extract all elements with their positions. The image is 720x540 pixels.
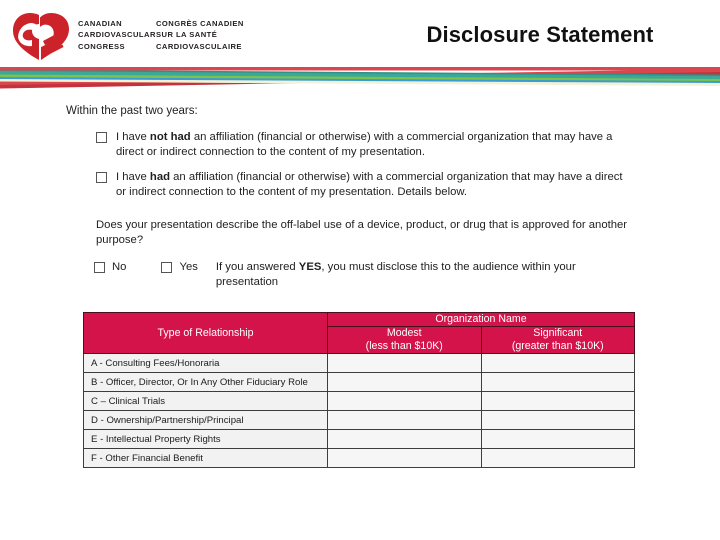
- row-label-e: E - Intellectual Property Rights: [84, 430, 328, 449]
- row-label-c: C – Clinical Trials: [84, 392, 328, 411]
- table-row: [84, 411, 635, 430]
- disclosure-table-body: [84, 354, 635, 468]
- answer-option-yes[interactable]: [161, 260, 197, 274]
- option-not-had-post: an affiliation (financial or otherwise) with a commercial organization that may have a direct or indirect connection to the content of my presentation.: [116, 131, 613, 158]
- option-row-not-had[interactable]: [96, 130, 626, 159]
- brand-wave-divider: [0, 66, 720, 90]
- table-row: [84, 354, 635, 373]
- ccs-logo-english: [78, 18, 156, 53]
- offlabel-no-checkbox[interactable]: [94, 262, 105, 273]
- row-a-significant-cell[interactable]: [481, 354, 635, 373]
- row-label-a: A - Consulting Fees/Honoraria: [84, 354, 328, 373]
- table-header-row-1: [84, 313, 635, 327]
- header-modest-line1: Modest: [386, 327, 422, 339]
- option-had-pre: I have: [116, 171, 150, 183]
- answer-note-pre: If you answered: [215, 261, 299, 273]
- row-e-modest-cell[interactable]: [328, 430, 482, 449]
- ccs-heart-logo-icon: [12, 10, 70, 60]
- no-affiliation-checkbox[interactable]: [96, 132, 107, 143]
- table-row: [84, 392, 635, 411]
- table-row: [84, 449, 635, 468]
- row-a-modest-cell[interactable]: [328, 354, 482, 373]
- header-significant-line2: (greater than $10K): [511, 340, 604, 352]
- row-label-f: F - Other Financial Benefit: [84, 449, 328, 468]
- row-b-significant-cell[interactable]: [481, 373, 635, 392]
- ccs-logo-fr-line-2: SUR LA SANTÉ: [156, 30, 218, 40]
- page-header: [0, 0, 720, 66]
- ccs-logo-french: [156, 18, 256, 53]
- ccs-logo-wordmark: [78, 18, 256, 53]
- ccs-logo: [12, 10, 256, 60]
- option-not-had-strong: not had: [149, 131, 191, 143]
- table-row: [84, 430, 635, 449]
- option-row-had[interactable]: [96, 170, 626, 199]
- disclosure-table-head: [84, 313, 635, 354]
- table-row: [84, 373, 635, 392]
- option-had-text: [116, 170, 626, 199]
- row-d-modest-cell[interactable]: [328, 411, 482, 430]
- answer-option-no[interactable]: [94, 260, 126, 274]
- header-modest-line2: (less than $10K): [365, 340, 443, 352]
- offlabel-question: Does your presentation describe the off-label use of a device, product, or drug that is approved for another purpose?: [96, 219, 628, 246]
- disclosure-table: [83, 312, 635, 468]
- ccs-logo-fr-line-3: CARDIOVASCULAIRE: [156, 41, 242, 51]
- row-c-modest-cell[interactable]: [328, 392, 482, 411]
- ccs-logo-en-line-2: CARDIOVASCULAR: [78, 30, 156, 40]
- row-f-significant-cell[interactable]: [481, 449, 635, 468]
- row-c-significant-cell[interactable]: [481, 392, 635, 411]
- header-organization-name: Organization Name: [328, 313, 635, 327]
- option-not-had-text: [116, 130, 626, 159]
- header-type-of-relationship: Type of Relationship: [84, 313, 328, 354]
- row-label-b: B - Officer, Director, Or In Any Other Fiduciary Role: [84, 373, 328, 392]
- offlabel-answer-row: [94, 260, 608, 290]
- answer-yes-label: Yes: [179, 261, 198, 273]
- option-had-strong: had: [149, 171, 171, 183]
- header-significant-line1: Significant: [533, 327, 583, 339]
- row-label-d: D - Ownership/Partnership/Principal: [84, 411, 328, 430]
- header-modest: [328, 327, 482, 354]
- lead-text: Within the past two years:: [66, 105, 198, 117]
- row-b-modest-cell[interactable]: [328, 373, 482, 392]
- answer-note: [216, 260, 608, 290]
- answer-no-label: No: [112, 261, 127, 273]
- header-significant: [481, 327, 635, 354]
- answer-note-post: , you must disclose this to the audience within your presentation: [215, 261, 576, 288]
- row-d-significant-cell[interactable]: [481, 411, 635, 430]
- option-had-post: an affiliation (financial or otherwise) with a commercial organization that may have a direct or indirect connection to the content of my presentation. Details below.: [116, 171, 623, 198]
- row-e-significant-cell[interactable]: [481, 430, 635, 449]
- ccs-logo-en-line-3: CONGRESS: [78, 41, 126, 51]
- offlabel-yes-checkbox[interactable]: [161, 262, 172, 273]
- row-f-modest-cell[interactable]: [328, 449, 482, 468]
- page-title: Disclosure Statement: [426, 22, 654, 47]
- option-not-had-pre: I have: [116, 131, 150, 143]
- ccs-logo-fr-line-1: CONGRÈS CANADIEN: [156, 18, 244, 28]
- ccs-logo-en-line-1: CANADIAN: [78, 18, 123, 28]
- answer-note-strong: YES: [298, 261, 322, 273]
- had-affiliation-checkbox[interactable]: [96, 172, 107, 183]
